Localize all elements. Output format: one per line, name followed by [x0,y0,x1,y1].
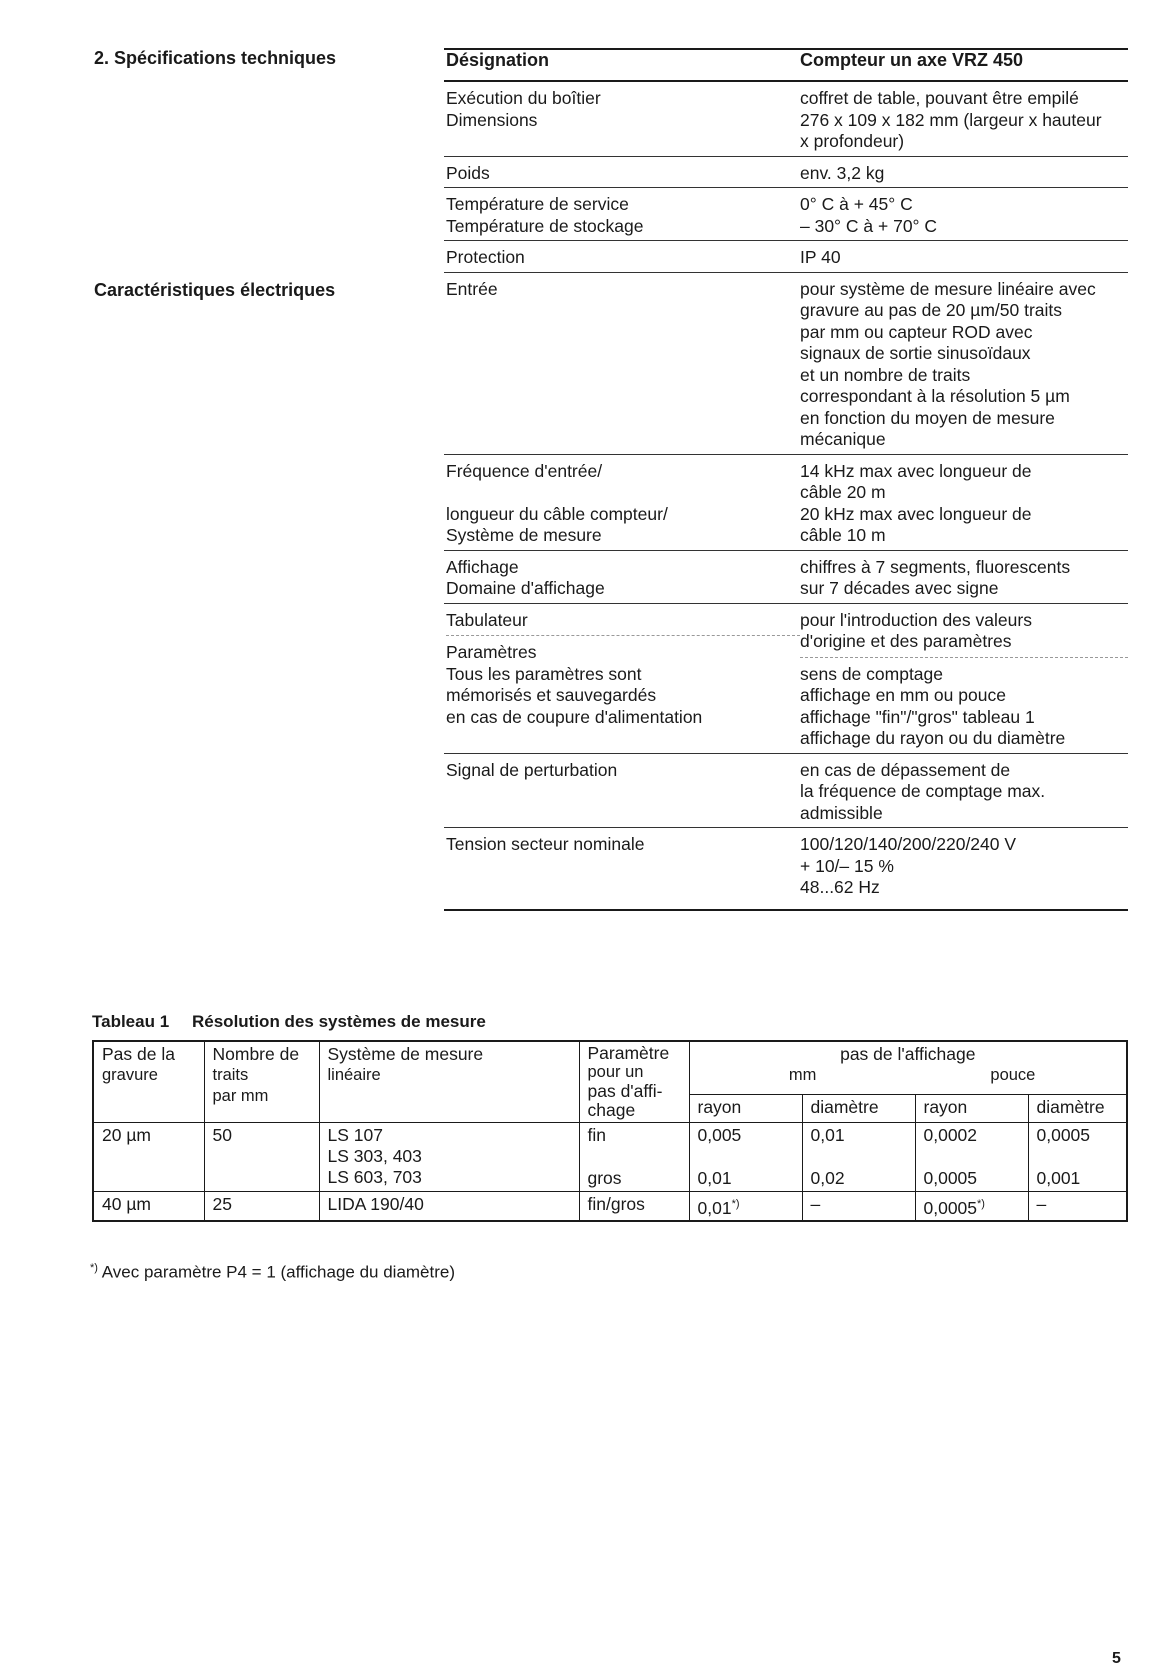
cell-systeme: LIDA 190/40 [319,1191,579,1221]
spec-row [444,241,1128,273]
table-caption-number: Tableau 1 [92,1012,170,1031]
cell-pas: 20 µm [93,1123,204,1192]
spec-value: pour l'introduction des valeurs d'origine et des paramètres sens de comptage affichage en mm ou pouce affichage "fin"/"gros" tableau 1 affichage du rayon ou du diamètre [800,610,1128,750]
spec-header [444,50,1128,82]
spec-label: Poids [446,162,490,183]
footnote-text: Avec paramètre P4 = 1 (affichage du diamètre) [101,1262,456,1282]
spec-value: coffret de table, pouvant être empilé 276 x 109 x 182 mm (largeur x hauteur x profondeur) [800,88,1102,151]
header-affichage: pas de l'affichage mm pouce [689,1041,1127,1094]
spec-value: pour système de mesure linéaire avec gravure au pas de 20 µm/50 traits par mm ou capteur ROD avec signaux de sortie sinusoïdaux et un nombre de traits correspondant à la résolution 5 µm en fonction du moyen de mesure mécanique [800,278,1096,449]
cell-pouce-rayon: 0,0005*) [915,1191,1028,1221]
spec-row [444,188,1128,241]
cell-mm-diametre: 0,01 0,02 [802,1123,915,1192]
cell-traits: 25 [204,1191,319,1221]
spec-label: Protection [446,247,525,267]
header-mm-diametre: diamètre [802,1094,915,1122]
spec-row [444,82,1128,157]
table-row [93,1123,1127,1192]
spec-value: IP 40 [800,247,841,267]
resolution-table [92,1040,1128,1222]
spec-row [444,455,1128,551]
cell-pouce-diametre: – [1028,1191,1127,1221]
spec-label: Fréquence d'entrée/ longueur du câble compteur/ Système de mesure [446,460,668,545]
dashed-divider [800,657,1128,658]
header-systeme: Système de mesure linéaire [319,1041,579,1123]
footnote-marker: *) [731,1197,740,1210]
dashed-divider [446,635,800,636]
cell-parametre: fin gros [579,1123,689,1192]
footnote-marker: *) [977,1197,985,1210]
product-header: Compteur un axe VRZ 450 [800,50,1024,70]
spec-value: 0° C à + 45° C – 30° C à + 70° C [800,194,938,236]
spec-row [444,157,1128,189]
footnote [90,1262,455,1283]
cell-parametre: fin/gros [579,1191,689,1221]
cell-mm-diametre: – [802,1191,915,1221]
header-pas: Pas de la gravure [93,1041,204,1123]
cell-pouce-diametre: 0,0005 0,001 [1028,1123,1127,1192]
table-caption [92,1012,486,1032]
header-traits: Nombre de traits par mm [204,1041,319,1123]
header-mm: mm [788,1066,817,1084]
spec-label: Température de service Température de stockage [446,194,644,236]
header-mm-rayon: rayon [689,1094,802,1122]
spec-value: env. 3,2 kg [800,162,885,183]
table-row [93,1191,1127,1221]
spec-table [444,48,1128,911]
spec-label: Tabulateur Paramètres Tous les paramètres sont mémorisés et sauvegardés en cas de coupure d'alimentation [444,610,800,750]
spec-label: Tension secteur nominale [446,834,645,854]
header-pouce: pouce [990,1066,1036,1084]
cell-pouce-rayon: 0,0002 0,0005 [915,1123,1028,1192]
cell-pas: 40 µm [93,1191,204,1221]
footnote-mark: *) [90,1262,98,1274]
cell-mm-rayon: 0,01*) [689,1191,802,1221]
table-caption-title: Résolution des systèmes de mesure [192,1012,486,1031]
header-parametre: Paramètre pour un pas d'affi- chage [579,1041,689,1123]
page-number: 5 [1112,1650,1121,1667]
spec-value: 100/120/140/200/220/240 V + 10/– 15 % 48...62 Hz [800,834,1017,897]
spec-value: chiffres à 7 segments, fluorescents sur 7 décades avec signe [800,556,1071,598]
spec-label: Signal de perturbation [446,759,618,780]
spec-value: 14 kHz max avec longueur de câble 20 m 20 kHz max avec longueur de câble 10 m [800,460,1032,545]
cell-systeme: LS 107 LS 303, 403 LS 603, 703 [319,1123,579,1192]
spec-row [444,604,1128,754]
cell-traits: 50 [204,1123,319,1192]
section-title: 2. Spécifications techniques [94,48,337,68]
spec-row [444,551,1128,604]
header-pouce-diametre: diamètre [1028,1094,1127,1122]
spec-row [444,273,1128,455]
spec-row [444,828,1128,911]
spec-value: en cas de dépassement de la fréquence de comptage max. admissible [800,759,1046,823]
cell-mm-rayon: 0,005 0,01 [689,1123,802,1192]
spec-label: Entrée [446,278,498,299]
electrical-characteristics-title: Caractéristiques électriques [94,280,336,300]
header-pouce-rayon: rayon [915,1094,1028,1122]
designation-header: Désignation [446,50,550,70]
spec-rows [444,82,1128,911]
spec-row [444,754,1128,829]
spec-label: Exécution du boîtier Dimensions [446,88,601,130]
spec-label: Affichage Domaine d'affichage [446,556,605,598]
